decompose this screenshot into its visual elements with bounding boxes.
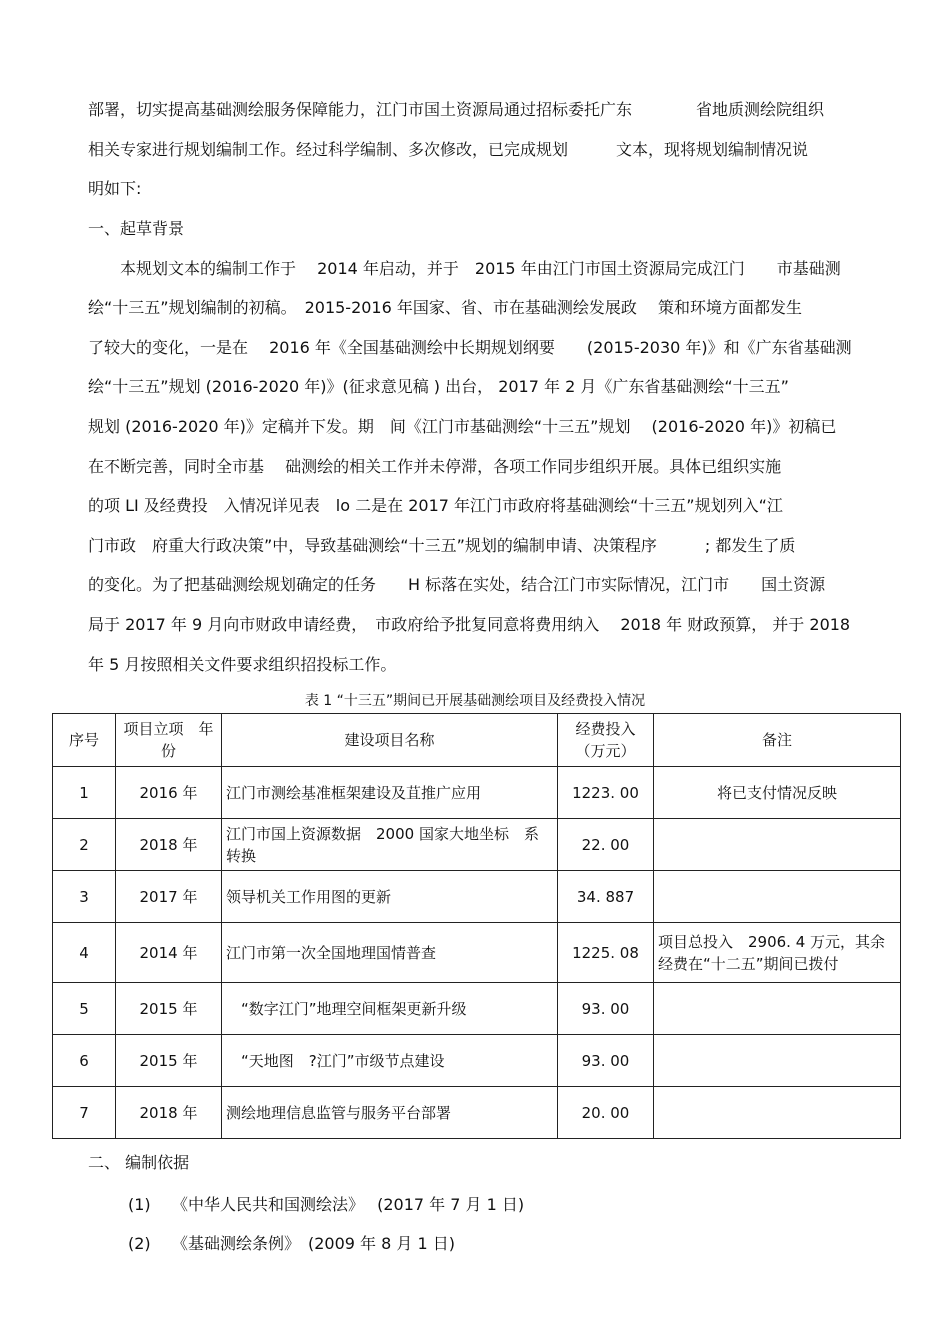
cell-name: 领导机关工作用图的更新 — [222, 871, 558, 923]
cell-name: 江门市第一次全国地理国情普查 — [222, 923, 558, 983]
cell-cost: 34. 887 — [558, 871, 654, 923]
background-line-1: 本规划文本的编制工作于 2014 年启动，并于 2015 年由江门市国土资源局完成江门 市基础测 — [88, 259, 841, 278]
cell-seq: 5 — [53, 983, 116, 1035]
project-funding-table — [52, 713, 901, 1139]
cell-note — [654, 983, 901, 1035]
cell-note: 将已支付情况反映 — [654, 767, 901, 819]
cell-note: 项目总投入 2906. 4 万元，其余经费在“十二五”期间已拨付 — [654, 923, 901, 983]
background-line-4: 绘“十三五”规划 (2016-2020 年)》(征求意见稿 ) 出台， 2017 年 2 月《广东省基础测绘“十三五” — [88, 377, 789, 396]
background-line-11: 年 5 月按照相关文件要求组织招投标工作。 — [88, 655, 397, 674]
intro-line-3: 明如下: — [88, 179, 142, 198]
basis-item-2-number: (2) — [128, 1234, 151, 1253]
section-heading-basis: 二、 编制依据 — [88, 1153, 190, 1172]
section-heading-background: 一、起草背景 — [88, 219, 185, 238]
cell-cost: 93. 00 — [558, 1035, 654, 1087]
cell-note — [654, 1087, 901, 1139]
cell-cost: 93. 00 — [558, 983, 654, 1035]
cell-seq: 4 — [53, 923, 116, 983]
cell-note — [654, 819, 901, 871]
header-cost: 经费投入（万元） — [558, 714, 654, 767]
table-row — [53, 1035, 901, 1087]
cell-seq: 2 — [53, 819, 116, 871]
cell-cost: 1225. 08 — [558, 923, 654, 983]
background-line-10: 局于 2017 年 9 月向市财政申请经费， 市政府给予批复同意将费用纳入 2018 年 财政预算， 并于 2018 — [88, 615, 851, 634]
cell-name: “天地图 ?江门”市级节点建设 — [222, 1035, 558, 1087]
cell-year: 2014 年 — [116, 923, 222, 983]
cell-year: 2015 年 — [116, 1035, 222, 1087]
cell-cost: 20. 00 — [558, 1087, 654, 1139]
intro-line-1: 部署，切实提高基础测绘服务保障能力，江门市国土资源局通过招标委托广东 省地质测绘院组织 — [88, 100, 825, 119]
cell-seq: 3 — [53, 871, 116, 923]
header-seq: 序号 — [53, 714, 116, 767]
intro-line-2: 相关专家进行规划编制工作。经过科学编制、多次修改，已完成规划 文本，现将规划编制情况说 — [88, 140, 809, 159]
cell-name: 测绘地理信息监管与服务平台部署 — [222, 1087, 558, 1139]
cell-name: 江门市国上资源数据 2000 国家大地坐标 系转换 — [222, 819, 558, 871]
background-line-7: 的项 LI 及经费投 入情况详见表 lo 二是在 2017 年江门市政府将基础测绘“十三五”规划列入“江 — [88, 496, 783, 515]
table-row — [53, 1087, 901, 1139]
cell-name: 江门市测绘基准框架建设及苴推广应用 — [222, 767, 558, 819]
background-line-8: 门市政 府重大行政决策”中，导致基础测绘“十三五”规划的编制申请、决策程序 ; 都发生了质 — [88, 536, 796, 555]
cell-year: 2018 年 — [116, 819, 222, 871]
cell-year: 2018 年 — [116, 1087, 222, 1139]
background-line-5: 规划 (2016-2020 年)》定稿并下发。期 间《江门市基础测绘“十三五”规划 (2016-2020 年)》初稿已 — [88, 417, 837, 436]
header-name: 建设项目名称 — [222, 714, 558, 767]
background-line-3: 了较大的变化，一是在 2016 年《全国基础测绘中长期规划纲要 (2015-2030 年)》和《广东省基础测 — [88, 338, 852, 357]
cell-note — [654, 1035, 901, 1087]
table-row — [53, 871, 901, 923]
header-year: 项目立项 年份 — [116, 714, 222, 767]
cell-seq: 1 — [53, 767, 116, 819]
table-row — [53, 983, 901, 1035]
cell-year: 2016 年 — [116, 767, 222, 819]
table-caption: 表 1 “十三五”期间已开展基础测绘项目及经费投入情况 — [304, 693, 646, 709]
cell-note — [654, 871, 901, 923]
cell-year: 2015 年 — [116, 983, 222, 1035]
background-line-9: 的变化。为了把基础测绘规划确定的任务 H 标落在实处，结合江门市实际情况，江门市 国土资源 — [88, 575, 826, 594]
cell-cost: 1223. 00 — [558, 767, 654, 819]
cell-name: “数字江门”地理空间框架更新升级 — [222, 983, 558, 1035]
table-header-row — [53, 714, 901, 767]
cell-cost: 22. 00 — [558, 819, 654, 871]
table-row — [53, 819, 901, 871]
background-line-2: 绘“十三五”规划编制的初稿。 2015-2016 年国家、省、市在基础测绘发展政 策和环境方面都发生 — [88, 298, 802, 317]
cell-year: 2017 年 — [116, 871, 222, 923]
background-line-6: 在不断完善，同时全市基 础测绘的相关工作并未停滞，各项工作同步组织开展。具体已组织实施 — [88, 457, 782, 476]
cell-seq: 6 — [53, 1035, 116, 1087]
basis-item-2-text: 《基础测绘条例》 (2009 年 8 月 1 日) — [172, 1234, 455, 1253]
table-row — [53, 767, 901, 819]
basis-item-1-number: (1) — [128, 1195, 151, 1214]
header-note: 备注 — [654, 714, 901, 767]
table-row — [53, 923, 901, 983]
cell-seq: 7 — [53, 1087, 116, 1139]
basis-item-1-text: 《中华人民共和国测绘法》 (2017 年 7 月 1 日) — [172, 1195, 525, 1214]
